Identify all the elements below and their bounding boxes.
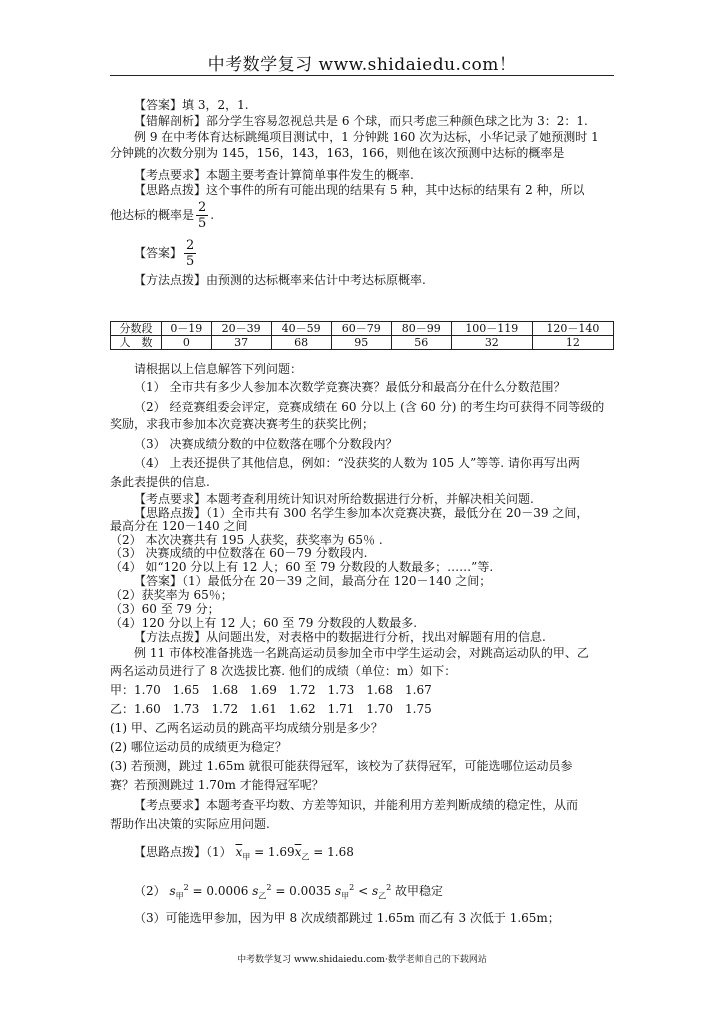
mean-yi-formula — [294, 845, 354, 862]
table-cell: 60－79 — [331, 322, 391, 336]
table-cell: 0 — [162, 336, 212, 350]
variance-symbol: s — [371, 884, 379, 898]
scores-yi: 乙：1.60 1.73 1.72 1.61 1.62 1.71 1.70 1.75 — [110, 702, 432, 716]
test-requirement-3-line-2: 帮助作出决策的实际应用问题. — [110, 817, 270, 831]
sub-question-2: (2) 哪位运动员的成绩更为稳定？ — [110, 740, 287, 754]
mean-jia-formula — [235, 845, 295, 862]
hint-2-item-2: （2） 本次决赛共有 195 人获奖，获奖率为 65％ . — [110, 533, 383, 547]
question-4-line-2: 条此表提供的信息. — [110, 475, 210, 489]
hint-line-1: 【思路点拨】这个事件的所有可能出现的结果有 5 种，其中达标的结果有 2 种，所以 — [134, 183, 585, 197]
variance-subscript: 甲 — [341, 891, 350, 901]
mean-value: = 1.68 — [309, 845, 354, 859]
method-hint-2: 【方法点拨】从问题出发，对表格中的数据进行分析，找出对解题有用的信息. — [134, 630, 546, 644]
variance-square: 2 — [183, 883, 189, 892]
page-header: 中考数学复习 www.shidaiedu.com！ — [207, 55, 517, 75]
test-requirement-2: 【考点要求】本题考查利用统计知识对所给数据进行分析，并解决相关问题. — [134, 492, 534, 506]
header-rule — [110, 75, 614, 76]
table-cell: 0－19 — [162, 322, 212, 336]
question-4-line-1: （4） 上表还提供了其他信息，例如：“没获奖的人数为 105 人”等等. 请你再写出两 — [134, 456, 580, 470]
mean-symbol: $\overline{x}$ — [294, 845, 302, 859]
variance-symbol: s — [252, 884, 259, 898]
example-11-line-2: 两名运动员进行了 8 次选拔比赛. 他们的成绩（单位：m）如下： — [110, 664, 457, 678]
fraction-numerator: 2 — [198, 200, 207, 215]
variance-subscript: 乙 — [258, 891, 267, 901]
scores-jia: 甲：1.70 1.65 1.68 1.69 1.72 1.73 1.68 1.67 — [110, 683, 432, 697]
variance-jia — [169, 883, 253, 901]
variance-symbol: s — [169, 884, 176, 898]
mean-symbol: $\overline{x}$ — [235, 845, 243, 859]
variance-value: = 0.0035 — [271, 884, 335, 898]
table-header-row — [111, 322, 614, 336]
stability-conclusion: 故甲稳定 — [391, 884, 444, 898]
less-than-sign: < — [354, 884, 372, 898]
score-distribution-table — [110, 321, 614, 350]
table-cell: 37 — [211, 336, 271, 350]
variance-compare — [335, 883, 444, 901]
solution-step-2 — [110, 878, 644, 906]
example-11-line-1: 例 11 市体校准备挑选一名跳高运动员参加全市中学生运动会，对跳高运动队的甲、乙 — [134, 646, 589, 660]
solution-step-1 — [110, 842, 644, 867]
table-cell: 12 — [532, 336, 613, 350]
table-cell: 32 — [451, 336, 532, 350]
sub-question-3-line-2: 赛？若预测跳过 1.70m 才能得冠军呢？ — [110, 778, 324, 792]
answer-2-line-2: （2）获奖率为 65％； — [110, 588, 233, 602]
mean-subscript: 甲 — [242, 852, 251, 862]
sub-question-1: (1) 甲、乙两名运动员的跳高平均成绩分别是多少？ — [110, 721, 383, 735]
variance-subscript: 乙 — [378, 891, 387, 901]
table-cell: 56 — [391, 336, 451, 350]
hint-line-2 — [110, 200, 620, 231]
question-intro: 请根据以上信息解答下列问题： — [134, 362, 303, 376]
answer-fraction-line — [110, 238, 644, 269]
fraction-denominator: 5 — [198, 216, 207, 231]
answer-numerator: 2 — [186, 238, 195, 253]
table-row — [111, 336, 614, 350]
question-3: （3） 决赛成绩分数的中位数落在哪个分数段内？ — [134, 437, 398, 451]
table-cell: 80－99 — [391, 322, 451, 336]
answer-2-line-3: （3）60 至 79 分； — [110, 602, 220, 616]
hint-2-line-2: 最高分在 120－140 之间 — [110, 519, 248, 533]
test-requirement-line: 【考点要求】本题主要考查计算简单事件发生的概率. — [134, 168, 414, 182]
variance-square: 2 — [349, 883, 355, 892]
table-cell: 95 — [331, 336, 391, 350]
example-9-line-2: 分钟跳的次数分别为 145，156，143，163，166，则他在该次预测中达标的概率是 — [110, 146, 565, 160]
answer-line: 【答案】填 3，2，1. — [134, 98, 249, 112]
example-9-line-1: 例 9 在中考体育达标跳绳项目测试中，1 分钟跳 160 次为达标，小华记录了她预测时 1 — [134, 130, 599, 144]
solution-step-3: （3）可能选甲参加，因为甲 8 次成绩都跳过 1.65m 而乙有 3 次低于 1.65m； — [134, 911, 560, 925]
answer-label: 【答案】 — [134, 246, 183, 260]
answer-fraction — [184, 238, 196, 269]
answer-2-line-4: （4）120 分以上有 12 人；60 至 79 分数段的人数最多. — [110, 616, 418, 630]
question-2-line-2: 奖励，求我市参加本次竞赛决赛考生的获奖比例； — [110, 417, 375, 431]
mean-value: = 1.69 — [250, 845, 295, 859]
variance-square: 2 — [386, 883, 392, 892]
solution-2-label: （2） — [134, 884, 166, 898]
table-cell: 人 数 — [111, 336, 162, 350]
mean-subscript: 乙 — [301, 852, 310, 862]
answer-denominator: 5 — [186, 254, 195, 269]
variance-subscript: 甲 — [175, 891, 184, 901]
variance-symbol: s — [335, 884, 342, 898]
test-requirement-3-line-1: 【考点要求】本题考查平均数、方差等知识，并能利用方差判断成绩的稳定性，从而 — [134, 798, 579, 812]
error-analysis-line: 【错解剖析】部分学生容易忽视总共是 6 个球，而只考虑三种颜色球之比为 3：2：1. — [134, 114, 588, 128]
probability-fraction — [196, 200, 208, 231]
answer-2-line-1: 【答案】（1）最低分在 20－39 之间，最高分在 120－140 之间； — [134, 574, 492, 588]
table-cell: 分数段 — [111, 322, 162, 336]
table-cell: 40－59 — [271, 322, 331, 336]
question-1: （1） 全市共有多少人参加本次数学竞赛决赛？最低分和最高分在什么分数范围？ — [134, 380, 566, 394]
table-cell: 100－119 — [451, 322, 532, 336]
solution-1-label: 【思路点拨】（1） — [134, 845, 232, 859]
hint-2-item-3: （3） 决赛成绩的中位数落在 60－79 分数段内. — [110, 546, 368, 560]
question-2-line-1: （2） 经竞赛组委会评定，竞赛成绩在 60 分以上 (含 60 分) 的考生均可获得不同等级的 — [134, 400, 605, 414]
table-cell: 20－39 — [211, 322, 271, 336]
table-cell: 120－140 — [532, 322, 613, 336]
variance-yi — [252, 883, 335, 901]
variance-square: 2 — [266, 883, 272, 892]
sub-question-3-line-1: (3) 若预测，跳过 1.65m 就很可能获得冠军，该校为了获得冠军，可能选哪位运动员参 — [110, 759, 573, 773]
page-footer: 中考数学复习 www.shidaiedu.com·数学老师自己的下载网站 — [237, 955, 487, 965]
variance-value: = 0.0006 — [188, 884, 253, 898]
hint-2-line-1: 【思路点拨】（1）全市共有 300 名学生参加本次竞赛决赛，最低分在 20－39 之间， — [134, 506, 589, 520]
hint-period: . — [210, 208, 215, 222]
hint-2-item-4: （4） 如“120 分以上有 12 人；60 至 79 分数段的人数最多；……”等. — [110, 560, 494, 574]
method-hint-line: 【方法点拨】由预测的达标概率来估计中考达标原概率. — [134, 273, 426, 287]
table-cell: 68 — [271, 336, 331, 350]
hint-text: 他达标的概率是 — [110, 208, 195, 222]
